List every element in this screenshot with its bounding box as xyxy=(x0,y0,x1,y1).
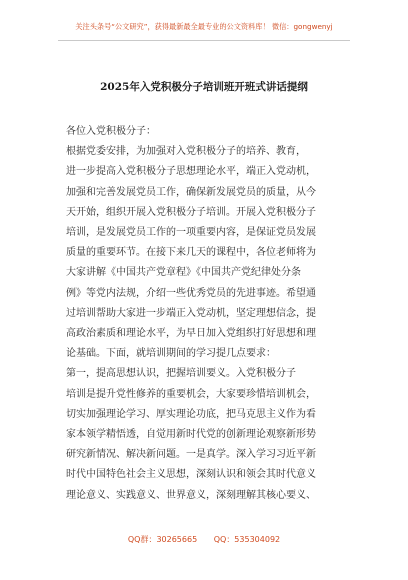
paragraph-line: 第一，提高思想认识，把握培训要义。入党积极分子 xyxy=(66,368,296,380)
paragraph-2 xyxy=(66,364,342,505)
footer-contact xyxy=(0,534,408,545)
paragraph-line: 加强和完善发展党员工作，确保新发展党员的质量，从今 xyxy=(66,186,316,198)
paragraph-line: 例》等党内法规，介绍一些优秀党员的先进事迹。希望通 xyxy=(66,287,316,299)
paragraph-line: 理论意义、实践意义、世界意义，深刻理解其核心要义、 xyxy=(66,489,316,501)
paragraph-line: 天开始，组织开展入党积极分子培训。开展入党积极分子 xyxy=(66,206,316,218)
footer-qq-number: QQ：535304092 xyxy=(213,535,281,544)
paragraph-line: 论基础。下面，就培训期间的学习提几点要求： xyxy=(66,348,276,360)
header-promo-note: 关注头条号“公文研究”，获得最新最全最专业的公文资料库！ 微信：gongwenyj xyxy=(75,22,333,31)
paragraph-line: 培训是提升党性修养的重要机会，大家要珍惜培训机会， xyxy=(66,388,316,400)
paragraph-line: 根据党委安排，为加强对入党积极分子的培养、教育， xyxy=(66,146,306,158)
paragraph-line: 进一步提高入党积极分子思想理论水平，端正入党动机， xyxy=(66,166,316,178)
salutation xyxy=(66,122,342,142)
paragraph-line: 切实加强理论学习、厚实理论功底，把马克思主义作为看 xyxy=(66,408,316,420)
paragraph-line: 研究新情况、解决新问题。一是真学。深入学习习近平新 xyxy=(66,449,316,461)
paragraph-line: 过培训帮助大家进一步端正入党动机，坚定理想信念，提 xyxy=(66,307,316,319)
document-title: 2025年入党积极分子培训班开班式讲话提纲 xyxy=(100,81,308,93)
paragraph-line: 培训，是发展党员工作的一项重要内容，是保证党员发展 xyxy=(66,227,316,239)
header-divider xyxy=(58,40,350,41)
paragraph-line: 家本领学精悟透，自觉用新时代党的创新理论观察新形势 xyxy=(66,429,316,441)
paragraph-line: 质量的重要环节。在接下来几天的课程中，各位老师将为 xyxy=(66,247,316,259)
paragraph-line: 大家讲解《中国共产党章程》《中国共产党纪律处分条 xyxy=(66,267,301,279)
paragraph-line: 高政治素质和理论水平，为早日加入党组织打好思想和理 xyxy=(66,328,316,340)
paragraph-line: 时代中国特色社会主义思想，深刻认识和领会其时代意义 xyxy=(66,469,316,481)
footer-qq-group: QQ群：30265665 xyxy=(127,535,198,544)
document-body xyxy=(66,122,342,506)
paragraph-1 xyxy=(66,142,342,364)
salutation-line: 各位入党积极分子： xyxy=(66,126,156,137)
